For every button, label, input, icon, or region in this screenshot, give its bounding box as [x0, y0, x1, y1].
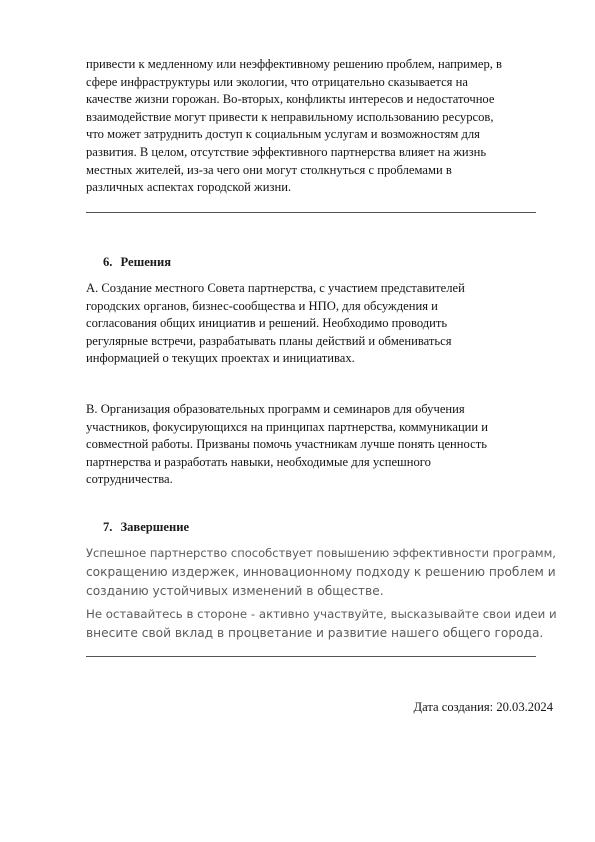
solution-item-b	[86, 401, 556, 489]
section-6-heading	[103, 254, 171, 271]
conclusion-1-line-2: сокращению издержек, инновационному подходу к решению проблем и	[86, 565, 556, 579]
item-b-line-1: B. Организация образовательных программ и семинаров для обучения	[86, 402, 465, 416]
intro-line-1: привести к медленному или неэффективному решению проблем, например, в	[86, 57, 503, 71]
intro-line-4: взаимодействие могут привести к неправильному использованию ресурсов,	[86, 109, 494, 124]
intro-line-3: качестве жизни горожан. Во-вторых, конфликты интересов и недостаточное	[86, 92, 495, 107]
conclusion-1-line-1: Успешное партнерство способствует повышению эффективности программ,	[86, 546, 556, 560]
intro-line-7: местных жителей, из-за чего они могут столкнуться с проблемами в	[86, 162, 452, 177]
conclusion-1-line-3: созданию устойчивых изменений в обществе.	[86, 584, 384, 598]
section-6-number: 6.	[103, 255, 113, 269]
section-7-heading	[103, 519, 189, 536]
solution-item-a	[86, 280, 556, 368]
conclusion-paragraph-1	[86, 544, 556, 601]
item-b-line-2: участников, фокусирующихся на принципах партнерства, коммуникации и	[86, 419, 489, 434]
conclusion-2-line-2: внесите свой вклад в процветание и развитие нашего общего города.	[86, 626, 544, 640]
item-b-line-5: сотрудничества.	[86, 472, 173, 487]
item-a-line-1: A. Создание местного Совета партнерства, с участием представителей	[86, 281, 465, 295]
separator-rule-2	[86, 656, 536, 657]
separator-rule-1	[86, 212, 536, 213]
item-a-line-3: согласования общих инициатив и решений. Необходимо проводить	[86, 316, 448, 331]
section-7-title: Завершение	[120, 520, 190, 534]
creation-date: Дата создания: 20.03.2024	[413, 700, 553, 714]
item-a-line-5: информацией о текущих проектах и инициативах.	[86, 351, 355, 366]
section-7-number: 7.	[103, 520, 113, 534]
item-b-line-4: партнерства и разработать навыки, необходимые для успешного	[86, 454, 431, 469]
intro-line-6: развития. В целом, отсутствие эффективного партнерства влияет на жизнь	[86, 144, 487, 159]
item-b-line-3: совместной работы. Призваны помочь участникам лучше понять ценность	[86, 437, 487, 452]
item-a-line-4: регулярные встречи, разрабатывать планы действий и обмениваться	[86, 333, 452, 348]
intro-line-8: различных аспектах городской жизни.	[86, 180, 292, 195]
item-a-line-2: городских органов, бизнес-сообщества и НПО, для обсуждения и	[86, 298, 438, 313]
section-6-title: Решения	[120, 255, 172, 269]
intro-line-2: сфере инфраструктуры или экологии, что отрицательно сказывается на	[86, 74, 468, 89]
conclusion-paragraph-2	[86, 605, 556, 643]
conclusion-2-line-1: Не оставайтесь в стороне - активно участвуйте, высказывайте свои идеи и	[86, 607, 557, 621]
intro-line-5: что может затруднить доступ к социальным услугам и возможностям для	[86, 127, 480, 142]
intro-paragraph	[86, 56, 556, 197]
